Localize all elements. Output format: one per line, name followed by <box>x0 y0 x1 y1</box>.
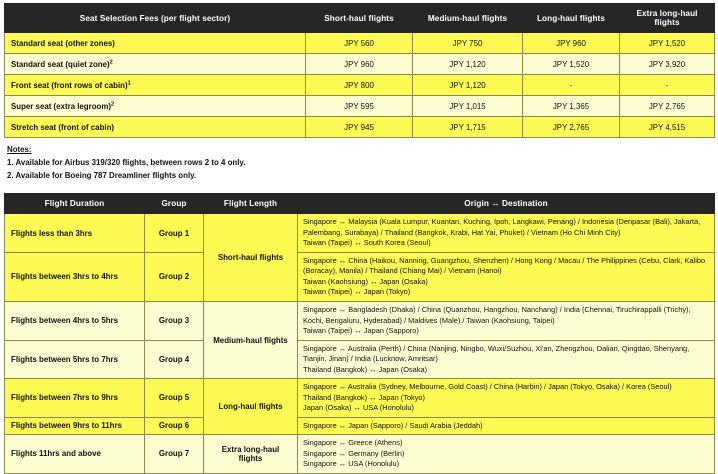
fee-label-text: Front seat (front rows of cabin) <box>11 80 128 90</box>
destination-line: Japan (Osaka) ↔ USA (Honolulu) <box>303 403 414 413</box>
flight-duration: Flights between 5hrs to 7hrs <box>5 340 145 379</box>
fee-extra-long-haul: JPY 4,515 <box>620 117 715 138</box>
destination-line: Singapore ↔ Malaysia (Kuala Lumpur, Kuantan, Kuching, Ipoh, Langkawi, Penang) / Indonesia (Denpasar (Bali), Jakarta, Palembang, Surabaya) / Thailand (Bangkok, Krabi, Hat Yai, Phuket) / Vietnam (Ho Chi Minh City) <box>303 217 701 237</box>
fee-extra-long-haul: JPY 2,765 <box>620 96 715 117</box>
fee-short-haul: JPY 595 <box>306 96 413 117</box>
flight-duration: Flights between 3hrs to 4hrs <box>5 252 145 301</box>
destination-line: Singapore ↔ USA (Honolulu) <box>303 459 400 469</box>
fee-medium-haul: JPY 1,120 <box>413 75 523 96</box>
fee-label <box>5 117 306 138</box>
destination-line: Singapore ↔ China (Haikou, Nanning, Guangzhou, Shenzhen) / Hong Kong / Macau / The Philippines (Cebu, Clark, Kalibo (Boracay), Manila) / Thailand (Chiang Mai) / Vietnam (Hanoi) <box>303 255 706 276</box>
destination-line: Thailand (Bangkok) ↔ Japan (Tokyo) <box>303 392 426 402</box>
fee-extra-long-haul: - <box>620 75 715 96</box>
origin-destination <box>298 214 715 253</box>
fee-label-text: Standard seat (other zones) <box>11 38 115 48</box>
origin-destination <box>298 340 715 379</box>
destination-line: Singapore ↔ Greece (Athens) <box>303 438 403 448</box>
fees-table-header <box>5 4 715 33</box>
fees-table-body <box>5 33 715 138</box>
fee-label-text: Standard seat (quiet zone) <box>11 59 110 69</box>
notes-title: Notes: <box>7 145 32 154</box>
flight-group: Group 2 <box>145 252 204 301</box>
groups-table-body <box>5 214 715 473</box>
flight-groups-table <box>4 193 715 473</box>
fee-medium-haul: JPY 1,120 <box>413 54 523 75</box>
fee-label-text: Super seat (extra legroom) <box>11 101 111 111</box>
flight-group: Group 1 <box>145 214 204 253</box>
table-row <box>5 302 715 341</box>
fee-short-haul: JPY 560 <box>306 33 413 54</box>
destination-line: Thailand (Bangkok) ↔ Japan (Osaka) <box>303 364 428 374</box>
fees-header-long-haul: Long-haul flights <box>523 4 620 33</box>
footnote-marker: 2 <box>109 58 113 65</box>
destination-line: Singapore ↔ Japan (Sapporo) / Saudi Arabia (Jeddah) <box>303 420 483 430</box>
fees-header-title: Seat Selection Fees (per flight sector) <box>5 4 306 33</box>
origin-destination <box>298 417 715 435</box>
destination-line: Singapore ↔ Germany (Berlin) <box>303 448 405 458</box>
origin-destination <box>298 379 715 418</box>
destination-line: Taiwan (Taipei) ↔ South Korea (Seoul) <box>303 238 431 248</box>
table-row <box>5 214 715 253</box>
table-row <box>5 117 715 138</box>
fee-short-haul: JPY 960 <box>306 54 413 75</box>
groups-header-duration: Flight Duration <box>5 194 145 214</box>
fee-medium-haul: JPY 1,015 <box>413 96 523 117</box>
fee-label <box>5 33 306 54</box>
flight-group: Group 4 <box>145 340 204 379</box>
table-row <box>5 33 715 54</box>
flight-length-medium-haul: Medium-haul flights <box>204 302 298 379</box>
flight-duration: Flights less than 3hrs <box>5 214 145 253</box>
flight-group: Group 6 <box>145 417 204 435</box>
destination-line: Taiwan (Taipei) ↔ Japan (Tokyo) <box>303 287 411 297</box>
fee-extra-long-haul: JPY 1,520 <box>620 33 715 54</box>
flight-duration: Flights between 7hrs to 9hrs <box>5 379 145 418</box>
fee-medium-haul: JPY 750 <box>413 33 523 54</box>
footnote-marker: 2 <box>110 100 115 107</box>
fee-long-haul: JPY 2,765 <box>523 117 620 138</box>
fees-header-short-haul: Short-haul flights <box>306 4 413 33</box>
flight-duration: Flights 11hrs and above <box>5 435 145 474</box>
origin-destination <box>298 435 715 474</box>
flight-duration: Flights between 9hrs to 11hrs <box>5 417 145 435</box>
table-row <box>5 435 715 474</box>
fee-long-haul: - <box>523 75 620 96</box>
fee-long-haul: JPY 960 <box>523 33 620 54</box>
fee-label <box>5 54 306 75</box>
flight-group: Group 5 <box>145 379 204 418</box>
fee-label-text: Stretch seat (front of cabin) <box>11 122 115 132</box>
fee-short-haul: JPY 800 <box>306 75 413 96</box>
table-row <box>5 340 715 379</box>
fee-long-haul: JPY 1,520 <box>523 54 620 75</box>
flight-duration: Flights between 4hrs to 5hrs <box>5 302 145 341</box>
groups-header-origin-destination: Origin ↔ Destination <box>298 194 715 214</box>
fee-medium-haul: JPY 1,715 <box>413 117 523 138</box>
fee-extra-long-haul: JPY 3,920 <box>620 54 715 75</box>
table-row <box>5 54 715 75</box>
destination-line: Taiwan (Kaohsiung) ↔ Japan (Osaka) <box>303 276 428 286</box>
destination-line: Singapore ↔ Bangladesh (Dhaka) / China (Quanzhou, Hangzhou, Nanchang) / India (Chennai, Tiruchirappalli (Trichy), Kochi, Bengaluru, Hyderabad) / Maldives (Male) / Taiwan (Kaohsiung, Taipei) <box>303 305 691 325</box>
section-spacer <box>4 182 714 193</box>
groups-header-group: Group <box>145 194 204 214</box>
destination-line: Singapore ↔ Australia (Sydney, Melbourne, Gold Coast) / China (Harbin) / Japan (Tokyo, Osaka) / Korea (Seoul) <box>303 382 672 392</box>
fee-short-haul: JPY 945 <box>306 117 413 138</box>
destination-line: Singapore ↔ Australia (Perth) / China (Nanjing, Ningbo, Wuxi/Suzhou, Xi'an, Zhengzhou, Dalian, Qingdao, Shenyang, Tianjin, Jinan) / India (Lucknow, Amritsar) <box>303 343 690 364</box>
table-row <box>5 252 715 301</box>
fee-label <box>5 75 306 96</box>
flight-length-extra-long-haul: Extra long-haul flights <box>204 435 298 474</box>
fees-header-medium-haul: Medium-haul flights <box>413 4 523 33</box>
fees-header-row <box>5 4 715 33</box>
fee-long-haul: JPY 1,365 <box>523 96 620 117</box>
flight-length-long-haul: Long-haul flights <box>204 379 298 435</box>
groups-header-row <box>5 194 715 214</box>
groups-header-length: Flight Length <box>204 194 298 214</box>
fee-label <box>5 96 306 117</box>
footnote-marker: 1 <box>127 79 131 86</box>
notes-section <box>7 144 714 182</box>
note-item: 1. Available for Airbus 319/320 flights, between rows 2 to 4 only. <box>7 157 246 167</box>
seat-selection-fees-table <box>4 3 715 138</box>
note-item: 2. Available for Boeing 787 Dreamliner flights only. <box>7 170 197 180</box>
flight-group: Group 3 <box>145 302 204 341</box>
origin-destination <box>298 302 715 341</box>
table-row <box>5 379 715 418</box>
fees-header-extra-long-haul: Extra long-haul flights <box>620 4 715 33</box>
groups-table-header <box>5 194 715 214</box>
destination-line: Taiwan (Taipei) ↔ Japan (Sapporo) <box>303 326 419 336</box>
flight-length-short-haul: Short-haul flights <box>204 214 298 302</box>
table-row <box>5 75 715 96</box>
flight-group: Group 7 <box>145 435 204 474</box>
table-row <box>5 96 715 117</box>
origin-destination <box>298 252 715 301</box>
table-row <box>5 417 715 435</box>
